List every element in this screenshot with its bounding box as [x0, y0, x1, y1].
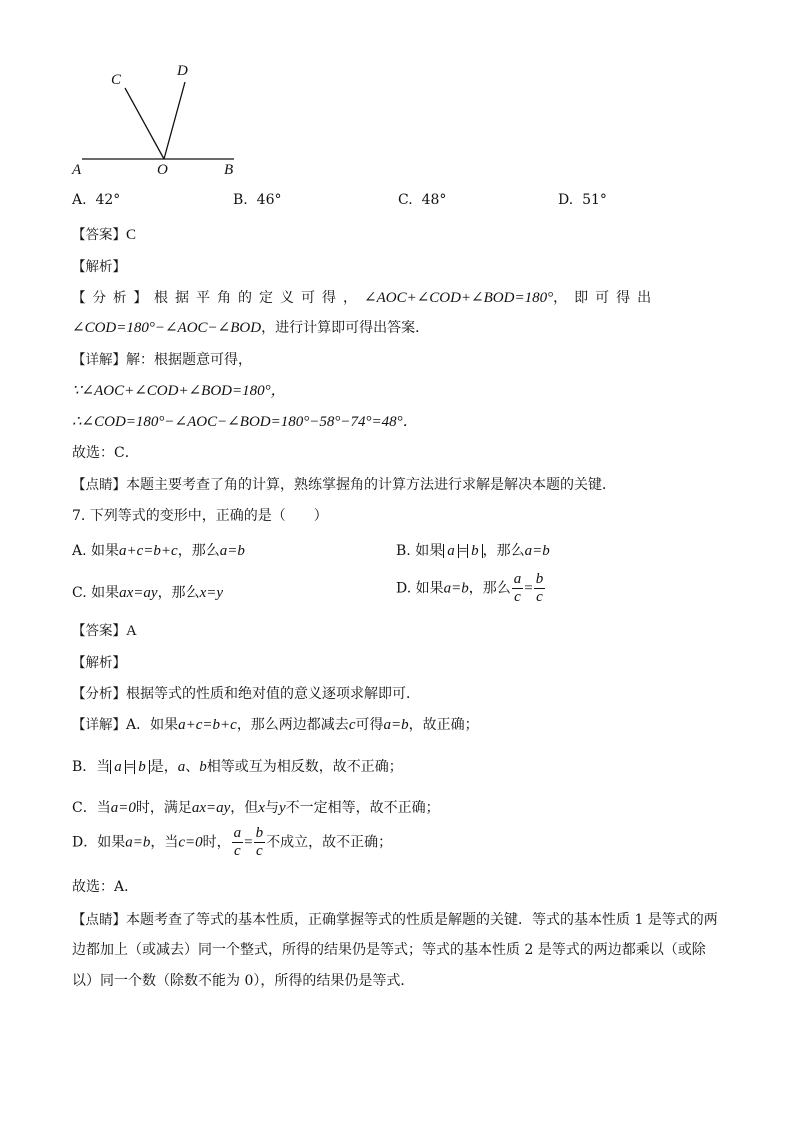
fraction-a-over-c: $\frac{a}{c}$ [513, 571, 522, 605]
q7-dianjing-line2: 边都加上（或减去）同一个整式，所得的结果仍是等式；等式的基本性质 2 是等式的两边都乘以（或除 [72, 942, 706, 958]
q7-choice: 故选：A． [72, 879, 139, 895]
ray-oc [125, 88, 164, 159]
q6-fenxi-line1: 【分析】根据平角的定义可得，∠AOC+∠COD+∠BOD=180°，即可得出 [72, 290, 659, 306]
q6-option-a[interactable]: A. 42° [72, 192, 121, 208]
q6-step1: ∵∠AOC+∠COD+∠BOD=180°， [72, 383, 286, 399]
label-b: B [224, 162, 234, 178]
q7-option-c[interactable]: C. 如果ax=ay，那么x=y [72, 585, 223, 601]
q6-jiexi-tag: 【解析】 [72, 259, 126, 275]
q7-dianjing-line3: 以）同一个数（除数不能为 0），所得的结果仍是等式． [72, 973, 415, 989]
q6-choice: 故选：C． [72, 445, 139, 461]
fraction-b-over-c: $\frac{b}{c}$ [535, 571, 544, 605]
q7-fenxi: 【分析】根据等式的性质和绝对值的意义逐项求解即可． [72, 686, 420, 702]
q6-xiangjie: 【详解】解：根据题意可得， [72, 352, 252, 368]
q7-detail-b: B．当 a = b 是，a、b相等或互为相反数，故不正确； [72, 759, 403, 775]
label-a: A [72, 162, 82, 178]
q6-dianjing: 【点睛】本题主要考查了角的计算，熟练掌握角的计算方法进行求解是解决本题的关键． [72, 477, 616, 493]
q7-option-b[interactable]: B. 如果 a = b ，那么a=b [396, 543, 550, 559]
q7-jiexi-tag: 【解析】 [72, 655, 126, 671]
q7-detail-a: 【详解】A．如果a+c=b+c，那么两边都减去c可得a=b，故正确； [72, 717, 479, 733]
q7-answer: 【答案】A [72, 623, 137, 639]
q6-answer: 【答案】C [72, 227, 137, 243]
q7-detail-c: C．当a=0时，满足ax=ay，但x与y不一定相等，故不正确； [72, 800, 440, 816]
q6-step2: ∴∠COD=180°−∠AOC−∠BOD=180°−58°−74°=48°． [72, 414, 418, 430]
detail-fraction-b-over-c: $\frac{b}{c}$ [255, 825, 264, 859]
label-o: O [157, 162, 168, 178]
q7-option-d[interactable]: D. 如果a=b，那么 $\frac{a}{c}$ = $\frac{b}{c}$ [396, 571, 544, 605]
label-c: C [111, 72, 122, 88]
label-d: D [177, 63, 188, 79]
q6-option-b[interactable]: B. 46° [233, 192, 282, 208]
q6-fenxi-line2: ∠COD=180°−∠AOC−∠BOD，进行计算即可得出答案． [72, 320, 430, 336]
q7-option-a[interactable]: A. 如果a+c=b+c，那么a=b [72, 543, 245, 559]
q7-dianjing-line1: 【点睛】本题考查了等式的基本性质，正确掌握等式的性质是解题的关键．等式的基本性质 1 是等式的两 [72, 912, 718, 928]
q6-option-d[interactable]: D. 51° [558, 192, 607, 208]
q7-question: 7. 下列等式的变形中，正确的是（ ） [72, 508, 328, 524]
q6-option-c[interactable]: C. 48° [398, 192, 447, 208]
ray-od [164, 82, 185, 159]
q7-detail-d: D．如果a=b，当c=0时， $\frac{a}{c}$ = $\frac{b}{c}$ 不成立，故不正确； [72, 825, 393, 859]
detail-fraction-a-over-c: $\frac{a}{c}$ [233, 825, 242, 859]
